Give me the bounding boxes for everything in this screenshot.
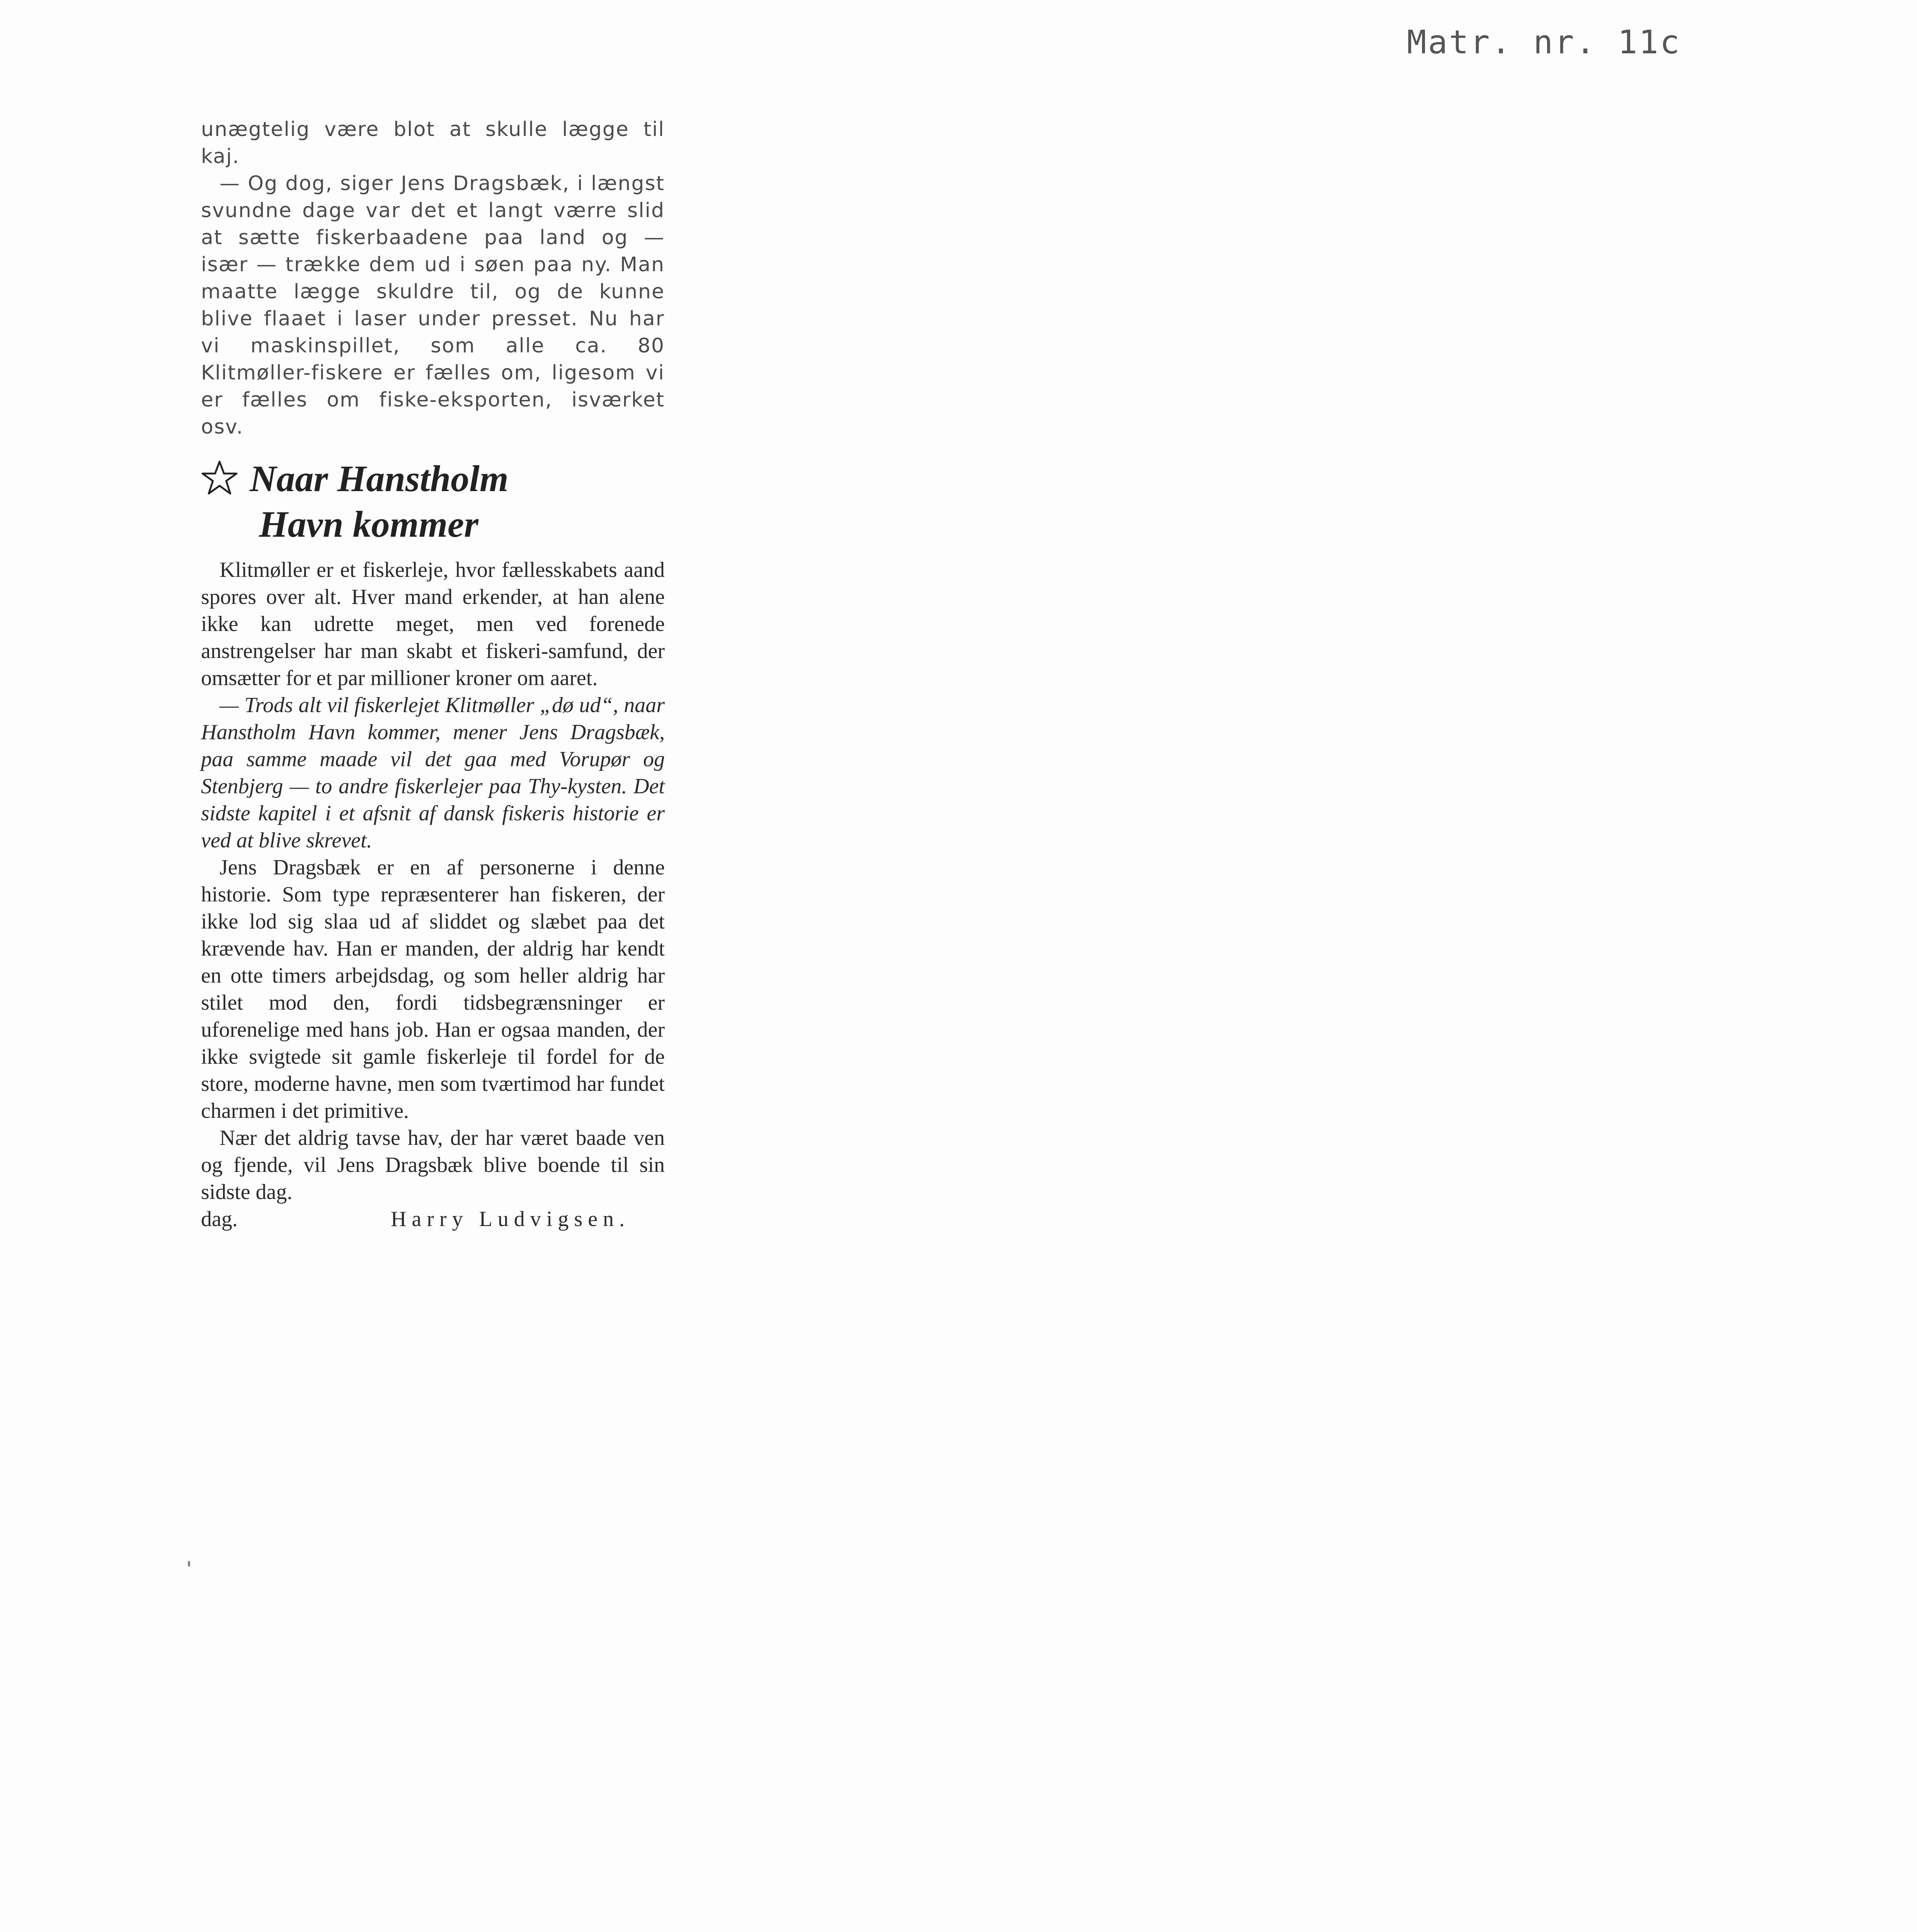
community-paragraph: Klitmøller er et fiskerleje, hvor fællesskabets aand spores over alt. Hver mand erkender, at han alene ikke kan udrette meget, men ved forenede anstrengelser har man skabt et fiskeri-samfund, der omsætter for et par millioner kroner om aaret. xyxy=(201,558,665,690)
subheading-line-2: Havn kommer xyxy=(259,503,478,545)
portrait-paragraph: Jens Dragsbæk er en af personerne i denne historie. Som type repræsenterer han fiskeren, der ikke lod sig slaa ud af sliddet og slæbet paa det krævende hav. Han er manden, der aldrig har kendt en otte timers arbejdsdag, og som heller aldrig har stilet mod den, fordi tidsbegrænsninger er uforenelige med hans job. Han er ogsaa manden, der ikke svigtede sit gamle fiskerleje til fordel for de store, moderne havne, men som tværtimod har fundet charmen i det primitive. xyxy=(201,855,665,1123)
document-reference-label: Matr. nr. 11c xyxy=(1407,23,1681,61)
scan-speck xyxy=(188,1561,190,1566)
closing-paragraph: Nær det aldrig tavse hav, der har været baade ven og fjende, vil Jens Dragsbæk blive boende til sin sidste dag. xyxy=(201,1126,665,1204)
author-name: Harry Ludvigsen. xyxy=(390,1207,630,1231)
article-subheading xyxy=(201,456,665,547)
italic-quote-paragraph: — Trods alt vil fiskerlejet Klitmøller „dø ud“, naar Hanstholm Havn kommer, mener Jens Dragsbæk, paa samme maade vil det gaa med Vorupør og Stenbjerg — to andre fiskerlejer paa Thy-kysten. Det sidste kapitel i et afsnit af dansk fiskeris historie er ved at blive skrevet. xyxy=(201,693,665,852)
newspaper-clipping xyxy=(201,116,665,1233)
subheading-line-1: Naar Hanstholm xyxy=(250,458,509,499)
byline xyxy=(201,1206,665,1233)
byline-repeated-word: dag. xyxy=(201,1207,238,1231)
quote-paragraph: — Og dog, siger Jens Dragsbæk, i længst svundne dage var det et langt værre slid at sætte fiskerbaadene paa land og — især — trække dem ud i søen paa ny. Man maatte lægge skuldre til, og de kunne blive flaaet i laser under presset. Nu har vi maskinspillet, som alle ca. 80 Klitmøller-fiskere er fælles om, ligesom vi er fælles om fiske-eksporten, isværket osv. xyxy=(201,172,665,439)
star-outline-icon xyxy=(201,459,238,497)
opening-paragraph: unægtelig være blot at skulle lægge til kaj. xyxy=(201,118,665,168)
